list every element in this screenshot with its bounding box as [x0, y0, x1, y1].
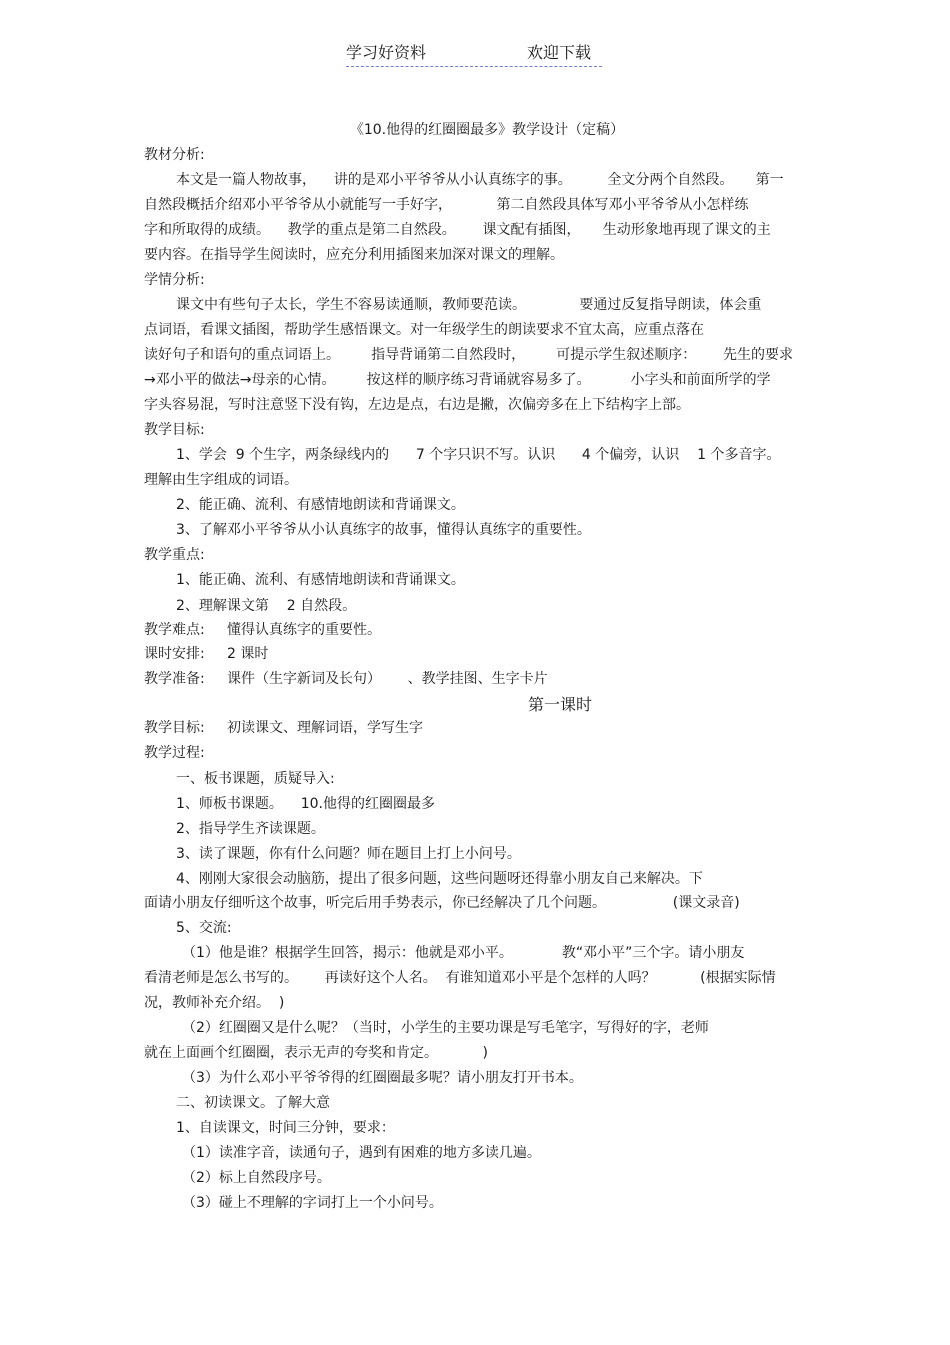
paragraph-line: 自然段概括介绍邓小平爷爷从小就能写一手好字， 第二自然段具体写邓小平爷爷从小怎样练 — [144, 197, 749, 213]
difficulty-line: 教学难点: 懂得认真练字的重要性。 — [144, 622, 381, 638]
process-step: 2、指导学生齐读课题。 — [176, 821, 325, 837]
textbook-analysis-heading: 教材分析: — [144, 147, 205, 163]
key-point-item: 1、能正确、流利、有感情地朗读和背诵课文。 — [176, 572, 465, 588]
discussion-item-continued: 看清老师是怎么书写的。 再读好这个人名。 有谁知道邓小平是个怎样的人吗？ (根据实际情 — [144, 970, 776, 986]
document-title: 《10.他得的红圈圈最多》教学设计（定稿） — [349, 122, 625, 138]
page-header — [346, 40, 602, 67]
discussion-item-continued: 就在上面画个红圈圈，表示无声的夸奖和肯定。 ) — [144, 1045, 488, 1061]
goal-item: 1、学会 9 个生字，两条绿线内的 7 个字只识不写。认识 4 个偏旁，认识 1 个多音字。 — [176, 447, 781, 463]
lesson-title: 第一课时 — [528, 695, 593, 714]
lesson-goal-line: 教学目标: 初读课文、理解词语，学写生字 — [144, 720, 423, 736]
paragraph-line: 本文是一篇人物故事， 讲的是邓小平爷爷从小认真练字的事。 全文分两个自然段。 第一 — [176, 172, 784, 188]
goal-item-continued: 理解由生字组成的词语。 — [144, 472, 298, 488]
process-step: 4、刚刚大家很会动脑筋，提出了很多问题，这些问题呀还得靠小朋友自己来解决。下 — [176, 871, 703, 887]
discussion-item: （2）红圈圈又是什么呢？（当时，小学生的主要功课是写毛笔字，写得好的字，老师 — [182, 1020, 709, 1036]
process-part-heading: 二、初读课文。了解大意 — [176, 1095, 330, 1111]
requirement-item: （2）标上自然段序号。 — [182, 1170, 331, 1186]
process-step-continued: 面请小朋友仔细听这个故事，听完后用手势表示，你已经解决了几个问题。 (课文录音) — [144, 895, 740, 911]
paragraph-line: 课文中有些句子太长，学生不容易读通顺，教师要范读。 要通过反复指导朗读，体会重 — [176, 297, 762, 313]
paragraph-line: 点词语，看课文插图，帮助学生感悟课文。对一年级学生的朗读要求不宜太高，应重点落在 — [144, 322, 704, 338]
paragraph-line: 字和所取得的成绩。 教学的重点是第二自然段。 课文配有插图， 生动形象地再现了课文的主 — [144, 222, 771, 238]
key-points-heading: 教学重点: — [144, 547, 205, 563]
discussion-item-continued: 况，教师补充介绍。 ) — [144, 995, 285, 1011]
process-heading: 教学过程: — [144, 745, 205, 761]
discussion-item: （3）为什么邓小平爷爷得的红圈圈最多呢？请小朋友打开书本。 — [182, 1070, 583, 1086]
key-point-item: 2、理解课文第 2 自然段。 — [176, 598, 357, 614]
schedule-line: 课时安排: 2 课时 — [144, 646, 269, 662]
preparation-line: 教学准备: 课件（生字新词及长句） 、教学挂图、生字卡片 — [144, 671, 548, 687]
requirement-item: （3）碰上不理解的字词打上一个小问号。 — [182, 1195, 443, 1211]
process-step: 1、师板书课题。 10.他得的红圈圈最多 — [176, 796, 435, 812]
process-step: 5、交流: — [176, 920, 232, 936]
header-right-text: 欢迎下载 — [527, 43, 592, 62]
paragraph-line: 字头容易混，写时注意竖下没有钩，左边是点，右边是撇，次偏旁多在上下结构字上部。 — [144, 397, 690, 413]
paragraph-line: →邓小平的做法→母亲的心情。 按这样的顺序练习背诵就容易多了。 小字头和前面所学的学 — [144, 372, 771, 388]
paragraph-line: 要内容。在指导学生阅读时，应充分利用插图来加深对课文的理解。 — [144, 247, 564, 263]
student-analysis-heading: 学情分析: — [144, 272, 205, 288]
goal-item: 3、了解邓小平爷爷从小认真练字的故事，懂得认真练字的重要性。 — [176, 522, 591, 538]
goal-item: 2、能正确、流利、有感情地朗读和背诵课文。 — [176, 497, 465, 513]
process-step: 1、自读课文，时间三分钟，要求： — [176, 1120, 395, 1136]
discussion-item: （1）他是谁？根据学生回答，揭示：他就是邓小平。 教“邓小平”三个字。请小朋友 — [182, 945, 745, 961]
paragraph-line: 读好句子和语句的重点词语上。 指导背诵第二自然段时， 可提示学生叙述顺序： 先生的要求 — [144, 347, 794, 363]
header-left-text: 学习好资料 — [346, 43, 427, 62]
process-step: 3、读了课题，你有什么问题？师在题目上打上小问号。 — [176, 846, 521, 862]
teaching-goals-heading: 教学目标: — [144, 422, 205, 438]
requirement-item: （1）读准字音，读通句子，遇到有困难的地方多读几遍。 — [182, 1145, 541, 1161]
process-part-heading: 一、板书课题，质疑导入: — [176, 771, 335, 787]
